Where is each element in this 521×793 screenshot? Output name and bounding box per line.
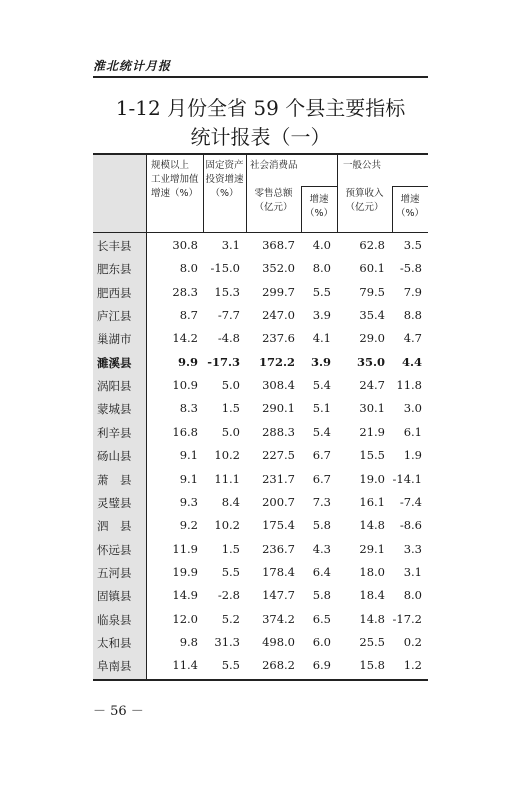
table-cell: 299.7 bbox=[262, 284, 295, 299]
table-cell: 5.4 bbox=[312, 424, 331, 439]
county-name: 蒙城县 bbox=[97, 402, 132, 417]
table-cell: 0.2 bbox=[403, 634, 422, 649]
table-cell: 3.9 bbox=[310, 354, 331, 369]
table-cell: 11.4 bbox=[172, 658, 198, 673]
table-cell: 18.0 bbox=[359, 564, 385, 579]
table-cell: 5.5 bbox=[221, 658, 240, 673]
county-name: 涡阳县 bbox=[97, 379, 132, 394]
table-cell: 268.2 bbox=[262, 658, 295, 673]
header-budget-growth: 增速 （%） bbox=[395, 194, 425, 219]
table-cell: 12.0 bbox=[172, 611, 198, 626]
table-cell: 3.1 bbox=[403, 564, 422, 579]
county-name: 肥东县 bbox=[97, 262, 132, 277]
table-cell: 227.5 bbox=[262, 448, 295, 463]
table-cell: 1.5 bbox=[221, 541, 240, 556]
table-cell: 16.8 bbox=[172, 424, 198, 439]
table-cell: -5.8 bbox=[399, 261, 422, 276]
table-cell: 290.1 bbox=[262, 401, 295, 416]
table-cell: 4.7 bbox=[403, 331, 422, 346]
table-cell: 9.8 bbox=[179, 634, 198, 649]
page-title: 1-12 月份全省 59 个县主要指标 bbox=[115, 96, 406, 120]
table-cell: 352.0 bbox=[262, 261, 295, 276]
table-cell: 6.1 bbox=[403, 424, 422, 439]
table-row bbox=[93, 632, 428, 654]
table-cell: 231.7 bbox=[262, 471, 295, 486]
table-cell: 3.3 bbox=[403, 541, 422, 556]
table-cell: -14.1 bbox=[392, 471, 422, 486]
header-retail-growth: 增速 （%） bbox=[304, 194, 334, 219]
header-budget-group: 一般公共 bbox=[343, 160, 382, 171]
table-cell: 21.9 bbox=[359, 424, 385, 439]
table-cell: 308.4 bbox=[262, 378, 295, 393]
table-cell: 4.1 bbox=[312, 331, 331, 346]
table-cell: -2.8 bbox=[217, 588, 240, 603]
table-cell: 3.0 bbox=[403, 401, 422, 416]
county-name: 灵璧县 bbox=[97, 495, 132, 510]
table-cell: 5.5 bbox=[312, 284, 331, 299]
table-row bbox=[93, 609, 428, 631]
table-cell: 4.3 bbox=[312, 541, 331, 556]
table-row bbox=[93, 398, 428, 420]
county-name: 庐江县 bbox=[97, 309, 132, 324]
table-cell: 5.4 bbox=[312, 378, 331, 393]
table-cell: 8.7 bbox=[179, 308, 198, 323]
table-cell: 237.6 bbox=[262, 331, 295, 346]
table-cell: 19.0 bbox=[359, 471, 385, 486]
table-cell: 16.1 bbox=[359, 494, 385, 509]
county-name: 肥西县 bbox=[97, 285, 132, 300]
table-cell: 9.9 bbox=[177, 354, 198, 369]
table-row bbox=[93, 469, 428, 491]
table-cell: 9.3 bbox=[179, 494, 198, 509]
page-number: － 56 － bbox=[93, 704, 144, 719]
table-cell: 5.0 bbox=[221, 378, 240, 393]
table-cell: 15.5 bbox=[359, 448, 385, 463]
table-cell: 288.3 bbox=[262, 424, 295, 439]
table-cell: 374.2 bbox=[262, 611, 295, 626]
table-cell: 9.1 bbox=[179, 471, 198, 486]
table-cell: 8.8 bbox=[403, 308, 422, 323]
county-name: 固镇县 bbox=[97, 589, 132, 604]
table-cell: 28.3 bbox=[172, 284, 198, 299]
table-row bbox=[93, 539, 428, 561]
table-cell: 6.9 bbox=[312, 658, 331, 673]
table-cell: 11.1 bbox=[214, 471, 240, 486]
retail-group-rule bbox=[301, 186, 337, 187]
table-cell: 6.4 bbox=[312, 564, 331, 579]
table-row bbox=[93, 258, 428, 280]
table-cell: 9.2 bbox=[179, 518, 198, 533]
table-cell: 1.9 bbox=[403, 448, 422, 463]
table-row bbox=[93, 375, 428, 397]
table-cell: 7.3 bbox=[312, 494, 331, 509]
county-name: 五河县 bbox=[97, 565, 132, 580]
table-cell: 5.5 bbox=[221, 564, 240, 579]
table-row bbox=[93, 352, 428, 374]
table-cell: 14.9 bbox=[172, 588, 198, 603]
table-cell: 29.0 bbox=[359, 331, 385, 346]
table-cell: -4.8 bbox=[217, 331, 240, 346]
table-cell: 1.5 bbox=[221, 401, 240, 416]
header-investment: 固定资产 投资增速 （%） bbox=[205, 160, 244, 199]
table-cell: 8.3 bbox=[179, 401, 198, 416]
table-cell: 10.2 bbox=[214, 448, 240, 463]
page-subtitle: 统计报表（一） bbox=[190, 125, 331, 149]
table-cell: 5.8 bbox=[312, 518, 331, 533]
table-cell: -8.6 bbox=[399, 518, 422, 533]
table-cell: 30.8 bbox=[172, 238, 198, 252]
table-row bbox=[93, 655, 428, 677]
table-cell: 200.7 bbox=[262, 494, 295, 509]
table-cell: 18.4 bbox=[359, 588, 385, 603]
header-rule bbox=[93, 76, 428, 78]
table-cell: 172.2 bbox=[258, 354, 295, 369]
table-cell: 236.7 bbox=[262, 541, 295, 556]
county-name: 长丰县 bbox=[97, 239, 132, 253]
county-name: 濉溪县 bbox=[97, 355, 132, 370]
table-cell: 4.4 bbox=[401, 354, 422, 369]
table-cell: 147.7 bbox=[262, 588, 295, 603]
table-cell: 178.4 bbox=[262, 564, 295, 579]
table-cell: 1.2 bbox=[403, 658, 422, 673]
table-cell: 10.2 bbox=[214, 518, 240, 533]
table-cell: 6.0 bbox=[312, 634, 331, 649]
table-cell: 35.4 bbox=[359, 308, 385, 323]
running-head: 淮北统计月报 bbox=[93, 59, 172, 73]
table-cell: 11.8 bbox=[396, 378, 422, 393]
county-name: 萧 县 bbox=[97, 472, 132, 487]
table-cell: 3.1 bbox=[221, 238, 240, 252]
table-cell: 60.1 bbox=[359, 261, 385, 276]
budget-group-rule bbox=[392, 186, 428, 187]
table-cell: -17.2 bbox=[392, 611, 422, 626]
table-cell: 31.3 bbox=[214, 634, 240, 649]
header-bottom-rule bbox=[93, 232, 428, 233]
county-name: 太和县 bbox=[97, 635, 132, 650]
table-row bbox=[93, 585, 428, 607]
table-cell: 14.8 bbox=[359, 611, 385, 626]
table-cell: 8.0 bbox=[403, 588, 422, 603]
table-cell: 79.5 bbox=[359, 284, 385, 299]
table-row bbox=[93, 235, 428, 257]
table-cell: -17.3 bbox=[207, 354, 240, 369]
table-cell: 6.7 bbox=[312, 448, 331, 463]
county-name: 怀远县 bbox=[97, 542, 132, 557]
table-cell: 5.0 bbox=[221, 424, 240, 439]
county-name: 泗 县 bbox=[97, 519, 132, 534]
county-name: 利辛县 bbox=[97, 425, 132, 440]
table-cell: 175.4 bbox=[262, 518, 295, 533]
table-row bbox=[93, 305, 428, 327]
header-retail-total: 零售总额 （亿元） bbox=[254, 188, 293, 213]
table-cell: 5.1 bbox=[312, 401, 331, 416]
table-cell: 6.5 bbox=[312, 611, 331, 626]
table-cell: 8.4 bbox=[221, 494, 240, 509]
table-bottom-rule bbox=[93, 679, 428, 681]
table-cell: 9.1 bbox=[179, 448, 198, 463]
county-name: 阜南县 bbox=[97, 659, 132, 674]
table-cell: 247.0 bbox=[262, 308, 295, 323]
table-cell: -15.0 bbox=[210, 261, 240, 276]
table-cell: 35.0 bbox=[356, 354, 385, 369]
table-cell: 62.8 bbox=[359, 238, 385, 252]
table-cell: 3.5 bbox=[403, 238, 422, 252]
table-cell: 30.1 bbox=[359, 401, 385, 416]
county-name: 砀山县 bbox=[97, 449, 132, 464]
table-cell: 368.7 bbox=[262, 238, 295, 252]
header-industry: 规模以上 工业增加值 增速（%） bbox=[151, 160, 199, 199]
table-cell: 3.9 bbox=[312, 308, 331, 323]
table-cell: 15.3 bbox=[214, 284, 240, 299]
table-cell: 19.9 bbox=[172, 564, 198, 579]
table-cell: 498.0 bbox=[262, 634, 295, 649]
statistics-table bbox=[93, 153, 428, 681]
header-budget-income: 预算收入 （亿元） bbox=[345, 188, 384, 213]
table-cell: -7.4 bbox=[399, 494, 422, 509]
table-cell: 14.2 bbox=[172, 331, 198, 346]
table-cell: 4.0 bbox=[312, 238, 331, 252]
table-cell: 24.7 bbox=[359, 378, 385, 393]
table-row bbox=[93, 422, 428, 444]
table-cell: 10.9 bbox=[172, 378, 198, 393]
table-cell: -7.7 bbox=[217, 308, 240, 323]
table-cell: 5.2 bbox=[221, 611, 240, 626]
table-row bbox=[93, 328, 428, 350]
table-cell: 25.5 bbox=[359, 634, 385, 649]
table-row bbox=[93, 562, 428, 584]
county-name: 临泉县 bbox=[97, 612, 132, 627]
table-cell: 5.8 bbox=[312, 588, 331, 603]
table-cell: 11.9 bbox=[172, 541, 198, 556]
county-name: 巢湖市 bbox=[97, 332, 132, 347]
table-cell: 29.1 bbox=[359, 541, 385, 556]
table-cell: 8.0 bbox=[179, 261, 198, 276]
table-row bbox=[93, 282, 428, 304]
table-row bbox=[93, 492, 428, 514]
table-cell: 14.8 bbox=[359, 518, 385, 533]
table-top-rule bbox=[93, 153, 428, 155]
table-cell: 6.7 bbox=[312, 471, 331, 486]
table-cell: 8.0 bbox=[312, 261, 331, 276]
table-cell: 7.9 bbox=[403, 284, 422, 299]
header-retail-group: 社会消费品 bbox=[250, 160, 298, 171]
table-row bbox=[93, 515, 428, 537]
table-cell: 15.8 bbox=[359, 658, 385, 673]
table-row bbox=[93, 445, 428, 467]
